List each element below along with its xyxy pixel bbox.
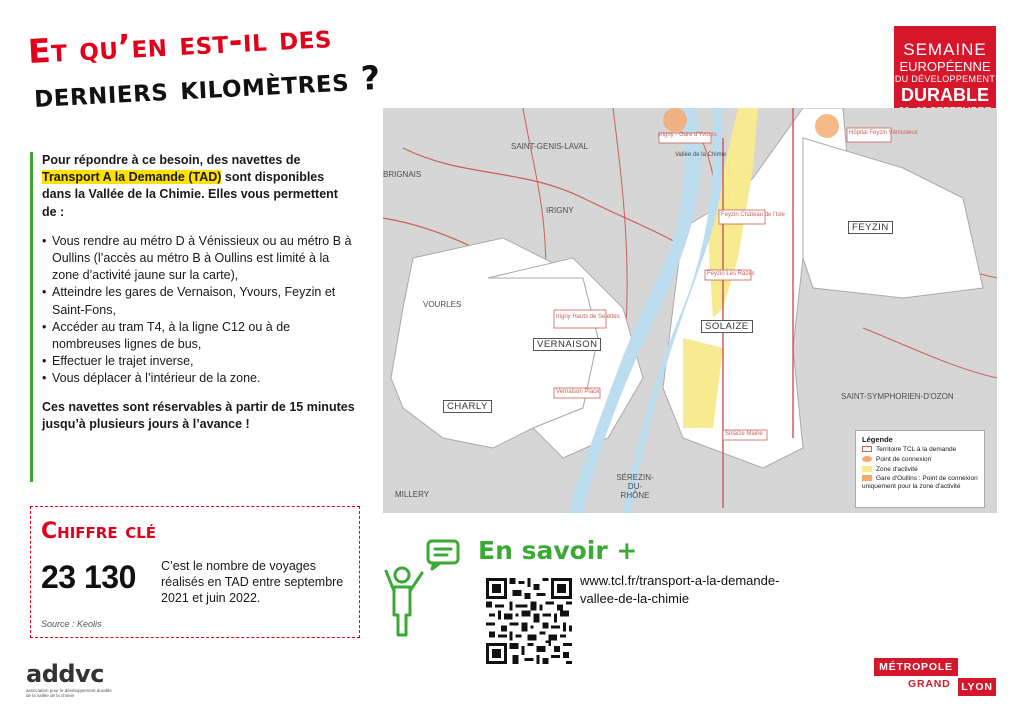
list-item: • Accéder au tram T4, à la ligne C12 ou à de nombreuses lignes de bus, [42,319,355,353]
badge-line-1: SEMAINE [903,40,987,59]
title-line-1: Et qu’en est-il des [26,16,333,71]
map-legend [855,430,985,508]
zone-label-vernaison: VERNAISON [533,338,601,351]
stop-label: Feyzin Les Razes [707,271,755,277]
stop-label: Feyzin Château de l'Isle [721,212,785,218]
benefit-list [42,233,355,388]
qr-code[interactable] [486,578,572,664]
addvc-logo: addvc association pour le développement durable de la vallée de la chimie [26,660,112,698]
legend-item: Zone d'activité [862,465,978,475]
key-figure-box [30,506,360,638]
list-item: • Effectuer le trajet inverse, [42,353,355,370]
key-figure-number: 23 130 [41,559,136,595]
place-label: Vallée de la Chimie [675,152,727,158]
intro-text [30,152,355,482]
learn-more-title: En savoir + [478,536,638,565]
place-label: VOURLES [423,300,462,309]
intro-paragraph: Pour répondre à ce besoin, des navettes de Transport A la Demande (TAD) sont disponibles dans la Vallée de la Chimie. Elles vous permettent de : [42,153,338,219]
legend-item: Point de connexion [862,455,978,465]
legend-item: Territoire TCL à la demande [862,445,978,455]
service-map [383,108,997,513]
tad-highlight: Transport A la Demande (TAD) [42,170,222,185]
key-figure-title: Chiffre clé [41,519,157,544]
place-label: SAINT-SYMPHORIEN-D'OZON [841,392,954,401]
place-label: SAINT-GENIS-LAVAL [511,142,589,151]
stop-label: Vernaison Place [556,389,600,395]
booking-note: Ces navettes sont réservables à partir de 15 minutes jusqu’à plusieurs jours à l’avance ! [42,399,355,431]
url-line-2: vallee-de-la-chimie [580,591,690,606]
key-figure-source: Source : Keolis [41,619,102,629]
badge-line-3: DU DÉVELOPPEMENT [894,74,996,84]
place-label: MILLERY [395,490,430,499]
legend-title: Légende [862,435,893,444]
person-speech-icon [380,535,470,639]
more-info-link[interactable] [580,572,779,608]
place-label: SÉREZIN-DU-RHÔNE [616,473,654,500]
stop-label: Hôpital Feyzin Vénissieux [849,130,918,136]
key-figure-description: C’est le nombre de voyages réalisés en TAD entre septembre 2021 et juin 2022. [161,559,344,605]
title-line-2: derniers kilomètres ? [32,57,382,115]
zone-label-charly: CHARLY [443,400,492,413]
legend-item: Gare d'Oullins : Point de connexion uniquement pour la zone d'activité [862,475,978,490]
place-label: BRIGNAIS [383,170,422,179]
zone-label-solaize: SOLAIZE [701,320,753,333]
zone-label-feyzin: FEYZIN [848,221,893,234]
badge-line-2: EUROPÉENNE [899,59,991,74]
badge-line-4: DURABLE [901,85,989,105]
list-item: • Vous rendre au métro D à Vénissieux ou au métro B à Oullins (l’accès au métro B à Oullins est limité à la zone d’activité jaune sur la carte), [42,233,355,285]
list-item: • Vous déplacer à l’intérieur de la zone. [42,370,355,387]
stop-label: Solaize Mairie [725,431,763,437]
place-label: IRIGNY [546,206,574,215]
stop-label: Irigny - Gare d'Yvours [659,132,717,138]
url-line-1: www.tcl.fr/transport-a-la-demande- [580,573,780,588]
stop-label: Irigny Hauts de Selettes [556,314,620,320]
list-item: • Atteindre les gares de Vernaison, Yvours, Feyzin et Saint-Fons, [42,284,355,318]
